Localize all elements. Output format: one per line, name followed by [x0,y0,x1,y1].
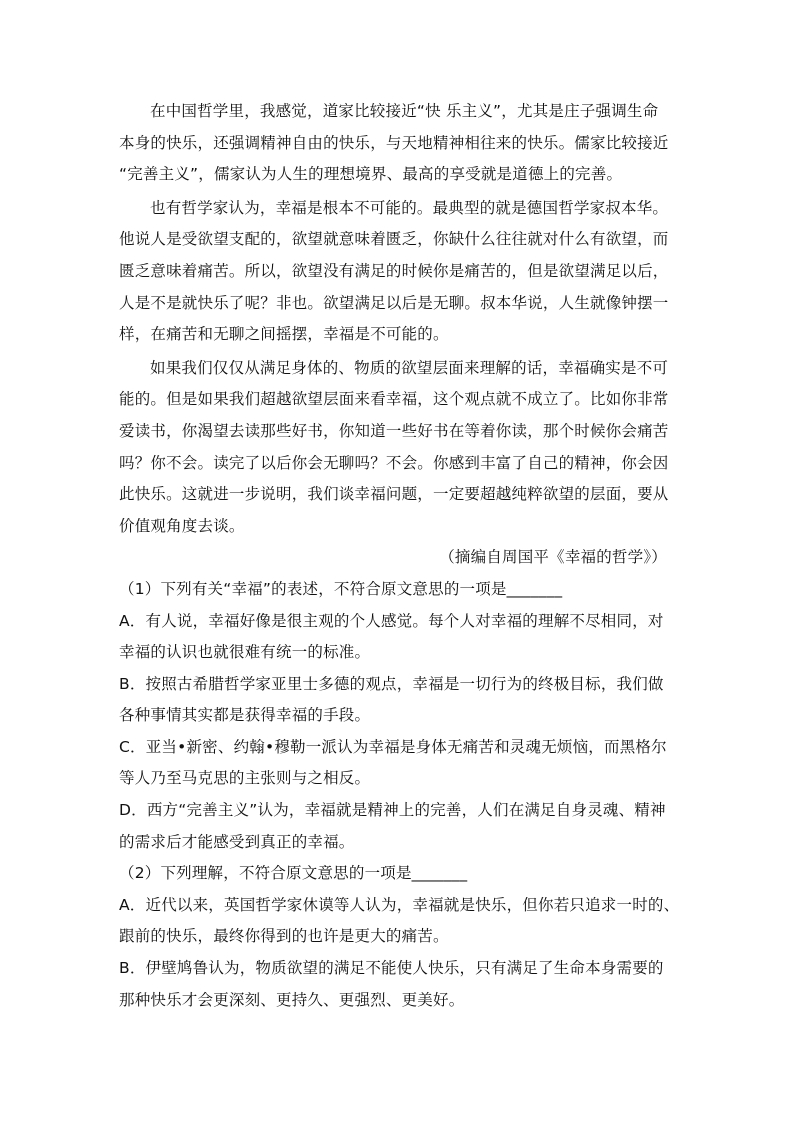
option-line: 等人乃至马克思的主张则与之相反。 [119,769,371,788]
text-line: 本身的快乐，还强调精神自由的快乐，与天地精神相往来的快乐。儒家比较接近 [119,133,669,152]
question-1 [119,574,679,858]
option-line: 那种快乐才会更深刻、更持久、更强烈、更美好。 [119,990,465,1009]
option-line: A．近代以来，英国哲学家休谟等人认为，幸福就是快乐，但你若只追求一时的、 [119,895,680,914]
question-stem: （1）下列有关“幸福”的表述，不符合原文意思的一项是_______ [119,579,563,598]
option-line: B．按照古希腊哲学家亚里士多德的观点，幸福是一切行为的终极目标，我们做 [119,674,664,693]
text-line: 他说人是受欲望支配的，欲望就意味着匮乏，你缺什么往往就对什么有欲望，而 [119,230,669,249]
option-a [119,890,679,953]
option-line: 各种事情其实都是获得幸福的手段。 [119,706,371,725]
passage-paragraph-1 [119,96,679,191]
text-line: 在中国哲学里，我感觉，道家比较接近“快 乐主义”，尤其是庄子强调生命 [150,102,659,120]
question-stem: （2）下列理解，不符合原文意思的一项是_______ [119,864,468,883]
option-line: 跟前的快乐，最终你得到的也许是更大的痛苦。 [119,927,449,946]
passage-paragraph-3 [119,353,679,543]
text-line: 爱读书，你渴望去读那些好书，你知道一些好书在等着你读，那个时候你会痛苦 [119,421,669,440]
option-d [119,795,679,858]
text-line: “完善主义”，儒家认为人生的理想境界、最高的享受就是道德上的完善。 [119,165,623,184]
text-line: 匮乏意味着痛苦。所以，欲望没有满足的时候你是痛苦的，但是欲望满足以后， [119,261,669,280]
text-line: 如果我们仅仅从满足身体的、物质的欲望层面来理解的话，幸福确实是不可 [150,358,669,377]
document-body [119,96,679,1016]
text-line: 价值观角度去谈。 [119,516,245,535]
text-line: 吗？你不会。读完了以后你会无聊吗？不会。你感到丰富了自己的精神，你会因 [119,453,669,472]
passage-source: （摘编自周国平《幸福的哲学》） [439,548,667,567]
text-line: 也有哲学家认为，幸福是根本不可能的。最典型的就是德国哲学家叔本华。 [150,198,669,217]
option-b [119,953,679,1016]
passage-paragraph-2 [119,193,679,351]
option-b [119,669,679,732]
option-a [119,606,679,669]
text-line: 能的。但是如果我们超越欲望层面来看幸福，这个观点就不成立了。比如你非常 [119,390,669,409]
option-line: 幸福的认识也就很难有统一的标准。 [119,643,371,662]
question-2 [119,858,679,1016]
option-line: C．亚当•新密、约翰•穆勒一派认为幸福是身体无痛苦和灵魂无烦恼，而黑格尔 [119,737,667,756]
text-line: 样，在痛苦和无聊之间摇摆，幸福是不可能的。 [119,325,449,344]
option-line: 的需求后才能感受到真正的幸福。 [119,832,355,851]
option-line: B．伊壁鸠鲁认为，物质欲望的满足不能使人快乐，只有满足了生命本身需要的 [119,959,664,978]
option-c [119,732,679,795]
text-line: 人是不是就快乐了呢？非也。欲望满足以后是无聊。叔本华说，人生就像钟摆一 [119,293,669,312]
option-line: D．西方“完善主义”认为，幸福就是精神上的完善，人们在满足自身灵魂、精神 [119,801,666,820]
option-line: A．有人说，幸福好像是很主观的个人感觉。每个人对幸福的理解不尽相同，对 [119,611,664,630]
text-line: 此快乐。这就进一步说明，我们谈幸福问题，一定要超越纯粹欲望的层面，要从 [119,485,669,504]
